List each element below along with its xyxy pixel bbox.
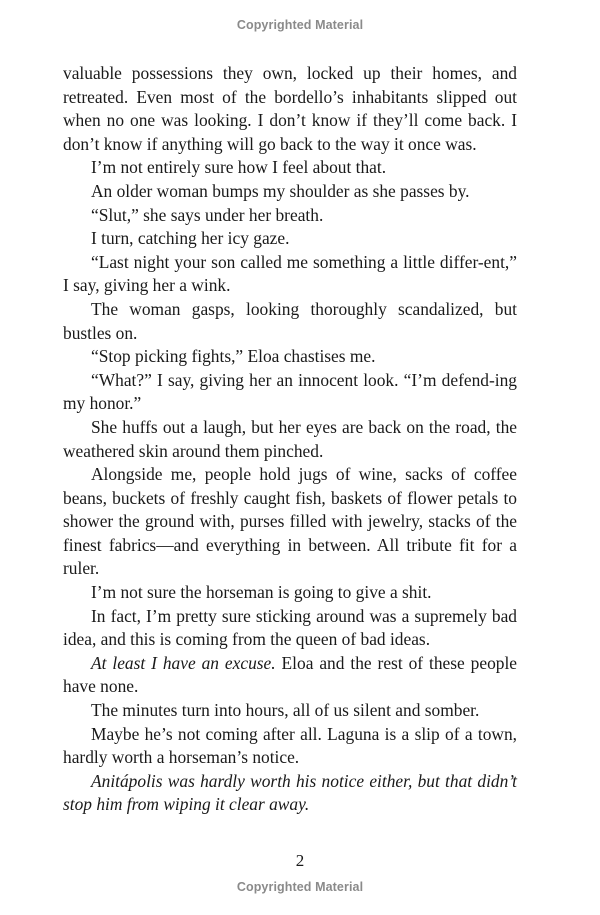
paragraph-9: “What?” I say, giving her an innocent look. “I’m defend-ing my honor.” (63, 369, 517, 414)
paragraph-3: An older woman bumps my shoulder as she passes by. (91, 180, 470, 201)
paragraph-8: “Stop picking fights,” Eloa chastises me. (91, 346, 376, 367)
paragraph-1: valuable possessions they own, locked up their homes, and retreated. Even most of the bordello’s inhabitants slipped out when no one was looking. I don’t know if they’ll come back. I don’t know if anything will go back to the way it once was. (63, 63, 517, 154)
paragraph-10: She huffs out a laugh, but her eyes are back on the road, the weathered skin around them pinched. (63, 416, 517, 461)
page-number: 2 (295, 851, 305, 870)
copyright-watermark-top: Copyrighted Material (236, 18, 364, 32)
paragraph-6: “Last night your son called me something a little differ-ent,” I say, giving her a wink. (63, 251, 517, 296)
paragraph-7: The woman gasps, looking thoroughly scandalized, but bustles on. (63, 298, 517, 343)
paragraph-11: Alongside me, people hold jugs of wine, sacks of coffee beans, buckets of freshly caught fish, baskets of flower petals to shower the ground with, purses filled with jewelry, stacks of the finest fabrics—and everything in between. All tribute fit for a ruler. (63, 464, 517, 579)
paragraph-13: In fact, I’m pretty sure sticking around was a supremely bad idea, and this is coming from the queen of bad ideas. (63, 605, 517, 650)
paragraph-14-italic: At least I have an excuse. (91, 652, 276, 673)
paragraph-14 (63, 652, 517, 699)
paragraph-17: Anitápolis was hardly worth his notice either, but that didn’t stop him from wiping it clear away. (63, 770, 517, 815)
paragraph-12: I’m not sure the horseman is going to give a shit. (91, 582, 432, 603)
paragraph-14-rest: Eloa and the rest of these people have none. (63, 652, 518, 697)
paragraph-15: The minutes turn into hours, all of us silent and somber. (91, 700, 480, 721)
copyright-watermark-bottom: Copyrighted Material (236, 880, 364, 894)
paragraph-5: I turn, catching her icy gaze. (91, 228, 290, 249)
paragraph-16: Maybe he’s not coming after all. Laguna is a slip of a town, hardly worth a horseman’s notice. (63, 723, 517, 768)
page-body-text (63, 62, 517, 817)
paragraph-2: I’m not entirely sure how I feel about that. (91, 157, 387, 178)
paragraph-4: “Slut,” she says under her breath. (91, 204, 324, 225)
